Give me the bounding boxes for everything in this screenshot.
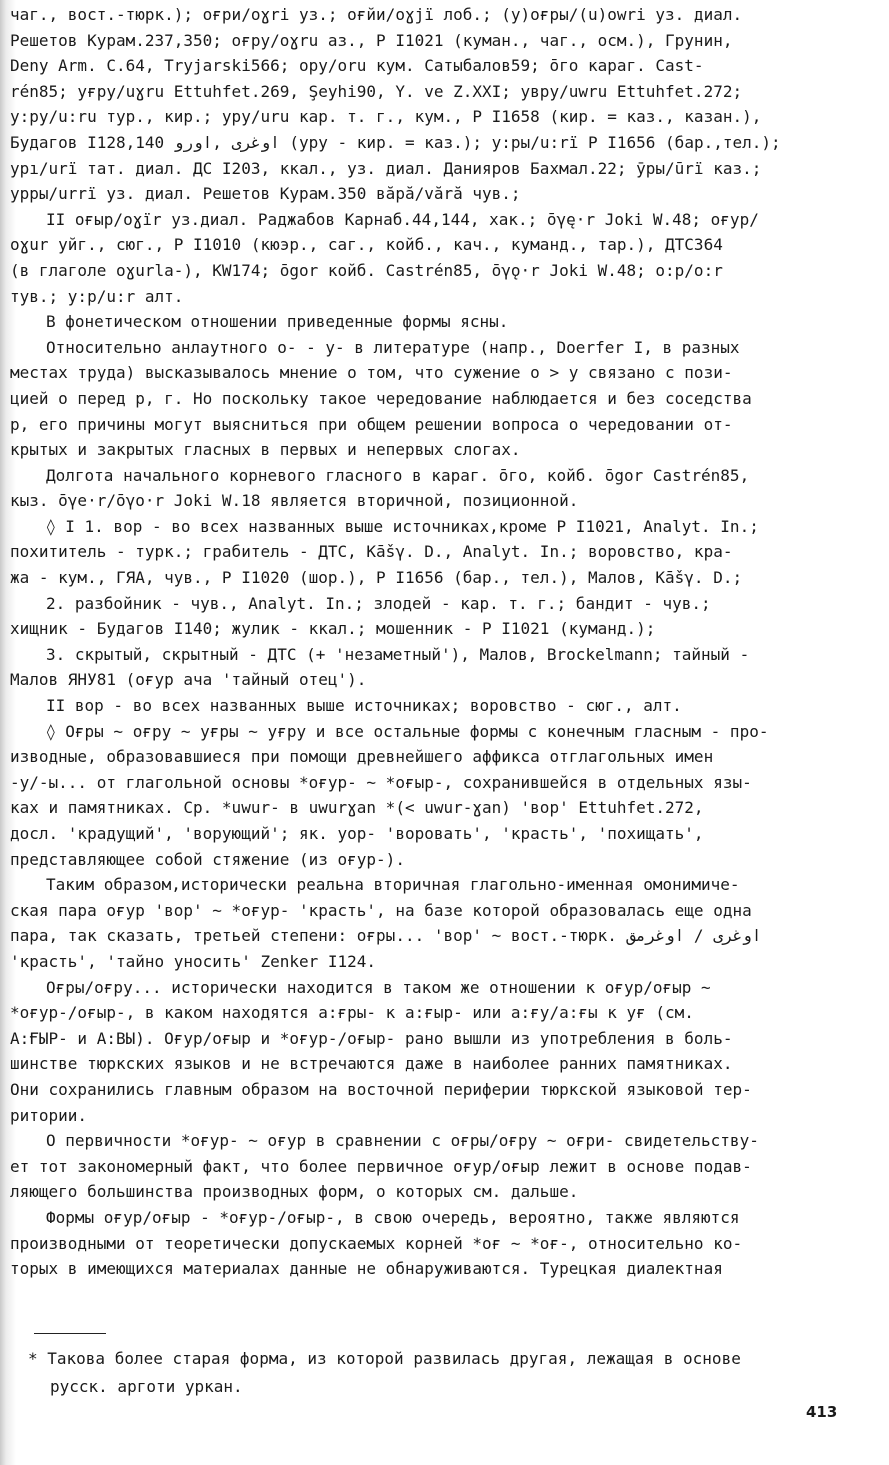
text-line: похититель - турк.; грабитель - ДТС, Kāšγ. D., Analyt. In.; воровство, кра- xyxy=(10,542,733,562)
footnote-line: * Такова более старая форма, из которой развилась другая, лежащая в основе xyxy=(28,1349,741,1368)
text-line: кыз. ōγe·r/ōγo·r Joki W.18 является вторичной, позиционной. xyxy=(10,491,579,511)
text-line: Оғры/оғру... исторически находится в таком же отношении к оғур/оғыр ~ xyxy=(46,977,711,997)
text-line: ляющего большинства производных форм, о которых см. дальше. xyxy=(10,1182,579,1202)
text-line: oɣur уйг., сюг., Р I1010 (кюэр., саг., койб., кач., куманд., тар.), ДТС364 xyxy=(10,235,723,255)
footnote-divider xyxy=(34,1333,106,1334)
text-line: местах труда) высказывалось мнение о том, что сужение о > у связано с пози- xyxy=(10,363,733,383)
text-line: В фонетическом отношении приведенные формы ясны. xyxy=(46,312,509,332)
text-line: чаг., вост.-тюрк.); оғри/oɣri уз.; оғйи/oɣjï лоб.; (y)оғры/(u)owri уз. диал. xyxy=(10,5,743,24)
footnote xyxy=(28,1345,828,1401)
text-line: изводные, образовавшиеся при помощи древнейшего аффикса отглагольных имен xyxy=(10,747,714,767)
text-line: Относительно анлаутного о- - у- в литературе (напр., Doerfer I, в разных xyxy=(46,337,740,357)
text-line: жа - кум., ГЯА, чув., Р I1020 (шор.), Р I1656 (бар., тел.), Малов, Kāšγ. D.; xyxy=(10,568,743,588)
text-line: шинстве тюркских языков и не встречаются даже в наиболее ранних памятниках. xyxy=(10,1054,733,1074)
text-line: rén85; уғру/uɣru Ettuhfet.269, Şeyhi90, Y. ve Z.XXI; увру/uwru Ettuhfet.272; xyxy=(10,81,743,101)
text-line: цией о перед р, г. Но поскольку такое чередование наблюдается и без соседства xyxy=(10,388,752,408)
text-line: ет тот закономерный факт, что более первичное оғур/оғыр лежит в основе подав- xyxy=(10,1156,752,1176)
text-line: 2. разбойник - чув., Analyt. In.; злодей - кар. т. г.; бандит - чув.; xyxy=(46,593,711,613)
text-line: Решетов Курам.237,350; оғру/oɣru аз., Р I1021 (куман., чаг., осм.), Грунин, xyxy=(10,30,733,50)
text-line: р, его причины могут выясниться при общем решении вопроса о чередовании от- xyxy=(10,414,733,434)
text-line: II оғыр/oɣïr уз.диал. Раджабов Карнаб.44,144, хак.; ōγę·r Joki W.48; оғур/ xyxy=(46,209,759,229)
text-line: *оғур-/оғыр-, в каком находятся а:ғры- к а:ғыр- или а:ғу/а:ғы к уғ (см. xyxy=(10,1003,694,1023)
text-line: производными от теоретически допускаемых корней *оғ ~ *оғ-, относительно ко- xyxy=(10,1233,743,1253)
text-line: Будагов I128,140 اوغرى ,اورو (уру - кир. = каз.); у:ры/u:rï Р I1656 (бар.,тел.); xyxy=(10,132,781,152)
text-line: тув.; у:р/u:r алт. xyxy=(10,286,184,306)
body-text xyxy=(10,2,846,1282)
text-line: ках и памятниках. Ср. *uwur- в uwurɣan *(< uwur-ɣan) 'вор' Ettuhfet.272, xyxy=(10,798,704,818)
text-line: Таким образом,исторически реальна вторичная глагольно-именная омонимиче- xyxy=(46,875,740,895)
text-line: урı/urï тат. диал. ДС I203, ккал., уз. диал. Данияров Бахмал.22; ӯры/ūrï каз.; xyxy=(10,158,762,178)
text-line: ◊ Оғры ~ оғру ~ уғры ~ уғру и все остальные формы с конечным гласным - про- xyxy=(46,721,769,741)
text-line: (в глаголе oɣurla-), KW174; ōgor койб. Castrén85, ōγǫ·r Joki W.48; о:р/o:r xyxy=(10,260,723,280)
text-line: ская пара оғур 'вор' ~ *оғур- 'красть', на базе которой образовалась еще одна xyxy=(10,900,752,920)
page-number: 413 xyxy=(806,1403,838,1421)
text-line: представляющее собой стяжение (из оғур-). xyxy=(10,849,405,869)
text-line: хищник - Будагов I140; жулик - ккал.; мошенник - Р I1021 (куманд.); xyxy=(10,619,656,639)
text-line: Малов ЯНУ81 (оғур ача 'тайный отец'). xyxy=(10,670,367,690)
text-line: урры/urrï уз. диал. Решетов Курам.350 вăрă/vără чув.; xyxy=(10,184,521,204)
text-line: II вор - во всех названных выше источниках; воровство - сюг., алт. xyxy=(46,696,682,716)
text-line: у:ру/u:ru тур., кир.; уру/uru кар. т. г., кум., Р I1658 (кир. = каз., казан.), xyxy=(10,107,762,127)
text-line: Формы оғур/оғыр - *оғур-/оғыр-, в свою очередь, вероятно, также являются xyxy=(46,1207,740,1227)
text-line: крытых и закрытых гласных в первых и непервых слогах. xyxy=(10,440,521,460)
text-line: торых в имеющихся материалах данные не обнаруживаются. Турецкая диалектная xyxy=(10,1259,723,1279)
text-line: ◊ I 1. вор - во всех названных выше источниках,кроме Р I1021, Analyt. In.; xyxy=(46,516,759,536)
text-line: 'красть', 'тайно уносить' Zenker I124. xyxy=(10,951,377,971)
text-line: ритории. xyxy=(10,1105,88,1125)
text-line: -у/-ы... от глагольной основы *оғур- ~ *оғыр-, сохранившейся в отдельных язы- xyxy=(10,772,752,792)
text-line: досл. 'крадущий', 'ворующий'; як. уор- 'воровать', 'красть', 'похищать', xyxy=(10,824,704,843)
text-line: Долгота начального корневого гласного в караг. ōгo, койб. ōgor Castrén85, xyxy=(46,465,750,485)
text-line: А:ҒЫР- и А:ВЫ). Оғур/оғыр и *оғур-/оғыр- рано вышли из употребления в боль- xyxy=(10,1028,733,1048)
text-line: Они сохранились главным образом на восточной периферии тюркской языковой тер- xyxy=(10,1079,752,1099)
text-line: пара, так сказать, третьей степени: оғры... 'вор' ~ вост.-тюрк. اوغرى / اوغرمق xyxy=(10,926,762,946)
text-line: О первичности *оғур- ~ оғур в сравнении с оғры/оғру ~ оғри- свидетельству- xyxy=(46,1131,759,1151)
text-line: Deny Arm. C.64, Tryjarski566; ору/oru кум. Сатыбалов59; ōгo караг. Cast- xyxy=(10,56,704,76)
text-line: 3. скрытый, скрытный - ДТС (+ 'незаметный'), Малов, Brockelmann; тайный - xyxy=(46,644,750,664)
footnote-line: русск. арготи уркан. xyxy=(50,1377,243,1396)
